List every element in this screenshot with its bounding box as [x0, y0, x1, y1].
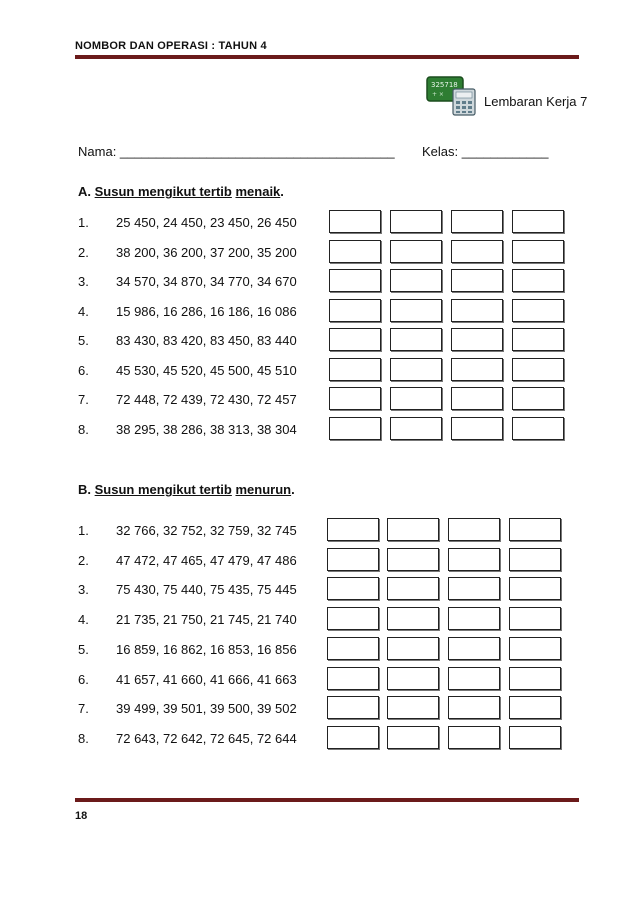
item-number: 8.	[78, 422, 89, 437]
footer-divider	[75, 798, 579, 802]
number-list: 25 450, 24 450, 23 450, 26 450	[116, 215, 297, 230]
answer-box[interactable]	[512, 387, 564, 410]
item-number: 5.	[78, 333, 89, 348]
answer-box[interactable]	[451, 210, 503, 233]
answer-box[interactable]	[451, 417, 503, 440]
number-list: 45 530, 45 520, 45 500, 45 510	[116, 363, 297, 378]
number-list: 75 430, 75 440, 75 435, 75 445	[116, 582, 297, 597]
section-b-keyword: menurun	[235, 482, 292, 497]
answer-box[interactable]	[451, 358, 503, 381]
answer-box[interactable]	[390, 417, 442, 440]
number-list: 16 859, 16 862, 16 853, 16 856	[116, 642, 297, 657]
answer-box[interactable]	[512, 269, 564, 292]
name-blank[interactable]: : ______________________________________	[112, 144, 395, 159]
page-header-title: NOMBOR DAN OPERASI : TAHUN 4	[75, 40, 267, 52]
name-field[interactable]	[78, 144, 395, 159]
header-divider	[75, 55, 579, 59]
answer-box[interactable]	[387, 548, 439, 571]
section-b-heading	[78, 482, 295, 497]
item-number: 5.	[78, 642, 89, 657]
answer-box[interactable]	[448, 518, 500, 541]
answer-box[interactable]	[509, 607, 561, 630]
answer-box[interactable]	[327, 518, 379, 541]
item-number: 7.	[78, 392, 89, 407]
section-a-keyword: menaik	[235, 184, 281, 199]
answer-box[interactable]	[451, 328, 503, 351]
number-list: 21 735, 21 750, 21 745, 21 740	[116, 612, 297, 627]
answer-box[interactable]	[451, 387, 503, 410]
answer-box[interactable]	[448, 637, 500, 660]
answer-box[interactable]	[329, 210, 381, 233]
item-number: 4.	[78, 304, 89, 319]
answer-box[interactable]	[329, 240, 381, 263]
item-number: 6.	[78, 363, 89, 378]
section-a-instruction: Susun mengikut tertib	[94, 184, 232, 199]
item-number: 8.	[78, 731, 89, 746]
calculator-chalkboard-icon	[425, 75, 481, 117]
item-number: 3.	[78, 274, 89, 289]
item-number: 3.	[78, 582, 89, 597]
answer-box[interactable]	[509, 548, 561, 571]
class-label: Kelas	[422, 144, 455, 159]
answer-box[interactable]	[448, 548, 500, 571]
number-list: 38 200, 36 200, 37 200, 35 200	[116, 245, 297, 260]
answer-box[interactable]	[512, 240, 564, 263]
answer-box[interactable]	[512, 210, 564, 233]
answer-box[interactable]	[387, 577, 439, 600]
answer-box[interactable]	[329, 387, 381, 410]
answer-box[interactable]	[387, 637, 439, 660]
answer-box[interactable]	[509, 518, 561, 541]
item-number: 1.	[78, 523, 89, 538]
answer-box[interactable]	[509, 667, 561, 690]
item-number: 1.	[78, 215, 89, 230]
answer-box[interactable]	[387, 607, 439, 630]
worksheet-title: Lembaran Kerja 7	[484, 94, 588, 109]
class-blank[interactable]: : ____________	[454, 144, 549, 159]
answer-box[interactable]	[512, 328, 564, 351]
section-a-letter: A.	[78, 184, 91, 199]
section-b-end: .	[291, 482, 295, 497]
number-list: 83 430, 83 420, 83 450, 83 440	[116, 333, 297, 348]
answer-box[interactable]	[512, 358, 564, 381]
answer-box[interactable]	[390, 210, 442, 233]
answer-box[interactable]	[509, 696, 561, 719]
section-b-letter: B.	[78, 482, 91, 497]
answer-box[interactable]	[327, 696, 379, 719]
answer-box[interactable]	[387, 518, 439, 541]
answer-box[interactable]	[329, 299, 381, 322]
svg-text:+ ×: + ×	[432, 91, 444, 98]
answer-box[interactable]	[387, 696, 439, 719]
answer-box[interactable]	[448, 607, 500, 630]
answer-box[interactable]	[390, 299, 442, 322]
answer-box[interactable]	[387, 667, 439, 690]
section-b-instruction: Susun mengikut tertib	[94, 482, 232, 497]
answer-box[interactable]	[448, 667, 500, 690]
answer-box[interactable]	[448, 577, 500, 600]
answer-box[interactable]	[329, 358, 381, 381]
answer-box[interactable]	[327, 577, 379, 600]
answer-box[interactable]	[390, 328, 442, 351]
number-list: 39 499, 39 501, 39 500, 39 502	[116, 701, 297, 716]
answer-box[interactable]	[390, 269, 442, 292]
number-list: 38 295, 38 286, 38 313, 38 304	[116, 422, 297, 437]
answer-box[interactable]	[387, 726, 439, 749]
answer-box[interactable]	[512, 417, 564, 440]
answer-box[interactable]	[509, 726, 561, 749]
item-number: 6.	[78, 672, 89, 687]
section-a-end: .	[280, 184, 284, 199]
answer-box[interactable]	[390, 387, 442, 410]
number-list: 41 657, 41 660, 41 666, 41 663	[116, 672, 297, 687]
answer-box[interactable]	[451, 299, 503, 322]
answer-box[interactable]	[329, 417, 381, 440]
item-number: 7.	[78, 701, 89, 716]
section-a-heading	[78, 184, 284, 199]
answer-box[interactable]	[390, 240, 442, 263]
number-list: 32 766, 32 752, 32 759, 32 745	[116, 523, 297, 538]
class-field[interactable]	[422, 144, 549, 159]
number-list: 34 570, 34 870, 34 770, 34 670	[116, 274, 297, 289]
number-list: 15 986, 16 286, 16 186, 16 086	[116, 304, 297, 319]
answer-box[interactable]	[448, 696, 500, 719]
answer-box[interactable]	[327, 637, 379, 660]
answer-box[interactable]	[451, 269, 503, 292]
answer-box[interactable]	[509, 577, 561, 600]
answer-box[interactable]	[327, 726, 379, 749]
answer-box[interactable]	[448, 726, 500, 749]
answer-box[interactable]	[329, 269, 381, 292]
number-list: 72 643, 72 642, 72 645, 72 644	[116, 731, 297, 746]
item-number: 2.	[78, 553, 89, 568]
logo-text: 325718	[431, 81, 458, 89]
answer-box[interactable]	[329, 328, 381, 351]
answer-box[interactable]	[512, 299, 564, 322]
answer-box[interactable]	[327, 607, 379, 630]
number-list: 47 472, 47 465, 47 479, 47 486	[116, 553, 297, 568]
page-number: 18	[75, 810, 88, 822]
answer-box[interactable]	[390, 358, 442, 381]
answer-box[interactable]	[451, 240, 503, 263]
name-label: Nama	[78, 144, 113, 159]
item-number: 4.	[78, 612, 89, 627]
number-list: 72 448, 72 439, 72 430, 72 457	[116, 392, 297, 407]
answer-box[interactable]	[327, 548, 379, 571]
item-number: 2.	[78, 245, 89, 260]
answer-box[interactable]	[327, 667, 379, 690]
answer-box[interactable]	[509, 637, 561, 660]
